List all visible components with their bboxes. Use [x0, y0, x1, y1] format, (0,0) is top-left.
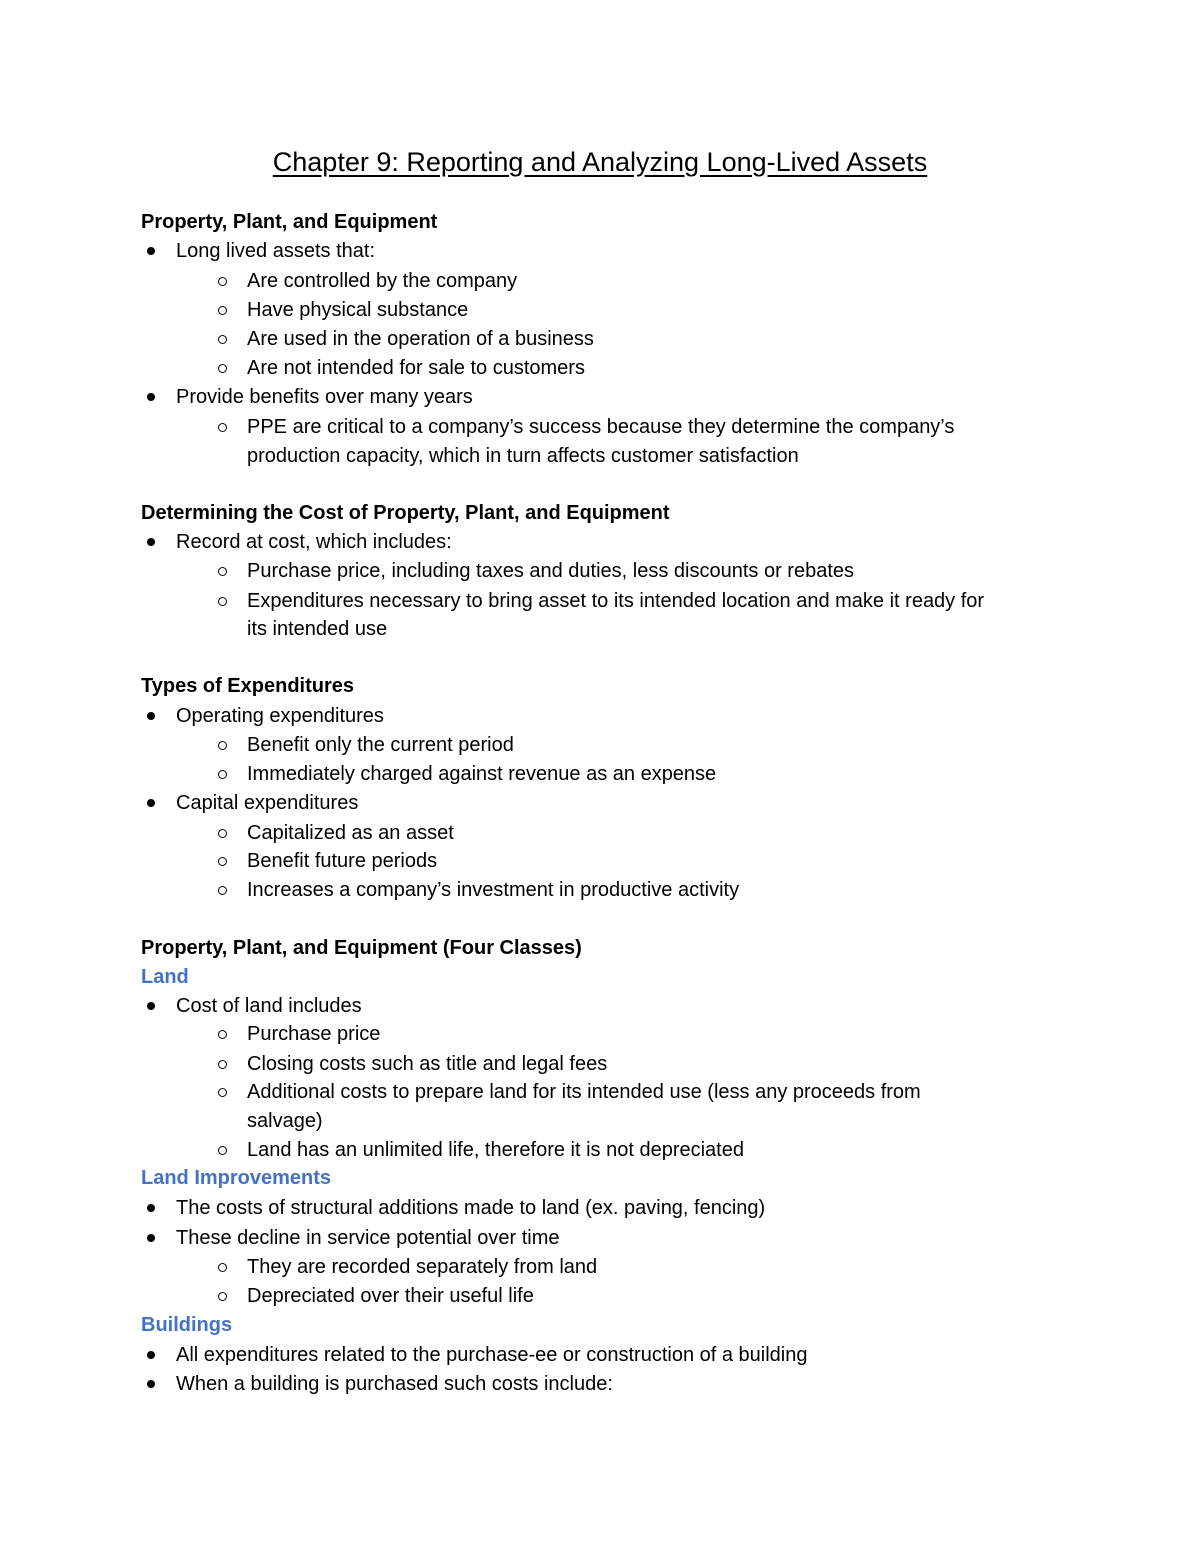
line-text: Benefit future periods [247, 850, 438, 872]
sub-bullet-item [247, 1136, 744, 1165]
filled-bullet-icon [141, 789, 161, 818]
sub-bullet-item [247, 325, 594, 354]
line-text: Are used in the operation of a business [247, 328, 594, 350]
filled-bullet-icon [141, 383, 161, 412]
hollow-bullet-icon [212, 1136, 232, 1165]
sub-bullet-continuation [247, 615, 387, 644]
hollow-bullet-icon [212, 1078, 232, 1107]
sub-bullet-item [247, 1020, 380, 1049]
filled-bullet-icon [141, 702, 161, 731]
sub-bullet-item [247, 1050, 607, 1079]
line-text: Immediately charged against revenue as an expense [247, 763, 717, 785]
hollow-bullet-icon [212, 819, 232, 848]
sub-bullet-item [247, 819, 454, 848]
subsection-heading [141, 963, 189, 992]
bullet-item [176, 1224, 560, 1253]
section-heading [141, 672, 354, 701]
hollow-bullet-icon [212, 1050, 232, 1079]
filled-bullet-icon [141, 1224, 161, 1253]
bullet-item [176, 528, 452, 557]
line-text: All expenditures related to the purchase-ee or construction of a building [176, 1344, 808, 1366]
filled-bullet-icon [141, 1370, 161, 1399]
bullet-item [176, 992, 362, 1021]
hollow-bullet-icon [212, 731, 232, 760]
line-text: Types of Expenditures [141, 675, 355, 697]
line-text: The costs of structural additions made to land (ex. paving, fencing) [176, 1197, 766, 1219]
line-text: Provide benefits over many years [176, 386, 473, 408]
hollow-bullet-icon [212, 847, 232, 876]
sub-bullet-item [247, 1078, 921, 1107]
hollow-bullet-icon [212, 1020, 232, 1049]
line-text: Purchase price, including taxes and duties, less discounts or rebates [247, 560, 855, 582]
sub-bullet-item [247, 876, 739, 905]
line-text: When a building is purchased such costs include: [176, 1373, 613, 1395]
hollow-bullet-icon [212, 413, 232, 442]
hollow-bullet-icon [212, 760, 232, 789]
hollow-bullet-icon [212, 557, 232, 586]
bullet-item [176, 1370, 613, 1399]
line-text: Record at cost, which includes: [176, 531, 452, 553]
sub-bullet-item [247, 354, 585, 383]
hollow-bullet-icon [212, 296, 232, 325]
sub-bullet-continuation [247, 442, 799, 471]
line-text: Have physical substance [247, 299, 469, 321]
filled-bullet-icon [141, 237, 161, 266]
line-text: PPE are critical to a company’s success because they determine the company’s [247, 416, 955, 438]
section-heading [141, 934, 582, 963]
line-text: Property, Plant, and Equipment (Four Classes) [141, 937, 582, 959]
filled-bullet-icon [141, 1194, 161, 1223]
hollow-bullet-icon [212, 1282, 232, 1311]
line-text: Depreciated over their useful life [247, 1285, 534, 1307]
sub-bullet-item [247, 557, 854, 586]
sub-bullet-continuation [247, 1107, 323, 1136]
line-text: Capitalized as an asset [247, 822, 454, 844]
line-text: Increases a company’s investment in productive activity [247, 879, 740, 901]
sub-bullet-item [247, 760, 716, 789]
bullet-item [176, 1194, 765, 1223]
line-text: salvage) [247, 1110, 323, 1132]
line-text: Determining the Cost of Property, Plant, and Equipment [141, 502, 670, 524]
hollow-bullet-icon [212, 587, 232, 616]
sub-bullet-item [247, 1282, 534, 1311]
line-text: Operating expenditures [176, 705, 384, 727]
line-text: Closing costs such as title and legal fees [247, 1053, 608, 1075]
line-text: Purchase price [247, 1023, 381, 1045]
hollow-bullet-icon [212, 354, 232, 383]
line-text: its intended use [247, 618, 388, 640]
sub-bullet-item [247, 847, 437, 876]
sub-bullet-item [247, 296, 468, 325]
line-text: Land has an unlimited life, therefore it is not depreciated [247, 1139, 744, 1161]
page-title [0, 140, 1200, 184]
page-title-text: Chapter 9: Reporting and Analyzing Long-Lived Assets [272, 147, 928, 177]
filled-bullet-icon [141, 1341, 161, 1370]
bullet-item [176, 237, 375, 266]
section-heading [141, 208, 437, 237]
bullet-item [176, 789, 358, 818]
sub-bullet-item [247, 1253, 597, 1282]
line-text: Are not intended for sale to customers [247, 357, 585, 379]
sub-bullet-item [247, 731, 514, 760]
hollow-bullet-icon [212, 325, 232, 354]
sub-bullet-item [247, 267, 517, 296]
line-text: Benefit only the current period [247, 734, 514, 756]
line-text: Cost of land includes [176, 995, 362, 1017]
line-text: Buildings [141, 1314, 233, 1336]
line-text: Additional costs to prepare land for its intended use (less any proceeds from [247, 1081, 921, 1103]
line-text: production capacity, which in turn affects customer satisfaction [247, 445, 799, 467]
line-text: These decline in service potential over time [176, 1227, 560, 1249]
line-text: Land [141, 966, 189, 988]
bullet-item [176, 383, 473, 412]
line-text: They are recorded separately from land [247, 1256, 598, 1278]
hollow-bullet-icon [212, 1253, 232, 1282]
line-text: Capital expenditures [176, 792, 359, 814]
section-heading [141, 499, 670, 528]
line-text: Land Improvements [141, 1167, 332, 1189]
subsection-heading [141, 1311, 232, 1340]
sub-bullet-item [247, 587, 984, 616]
hollow-bullet-icon [212, 267, 232, 296]
sub-bullet-item [247, 413, 954, 442]
filled-bullet-icon [141, 992, 161, 1021]
line-text: Long lived assets that: [176, 240, 376, 262]
bullet-item [176, 702, 384, 731]
subsection-heading [141, 1164, 331, 1193]
hollow-bullet-icon [212, 876, 232, 905]
line-text: Are controlled by the company [247, 270, 518, 292]
line-text: Expenditures necessary to bring asset to its intended location and make it ready for [247, 590, 985, 612]
line-text: Property, Plant, and Equipment [141, 211, 438, 233]
bullet-item [176, 1341, 808, 1370]
filled-bullet-icon [141, 528, 161, 557]
